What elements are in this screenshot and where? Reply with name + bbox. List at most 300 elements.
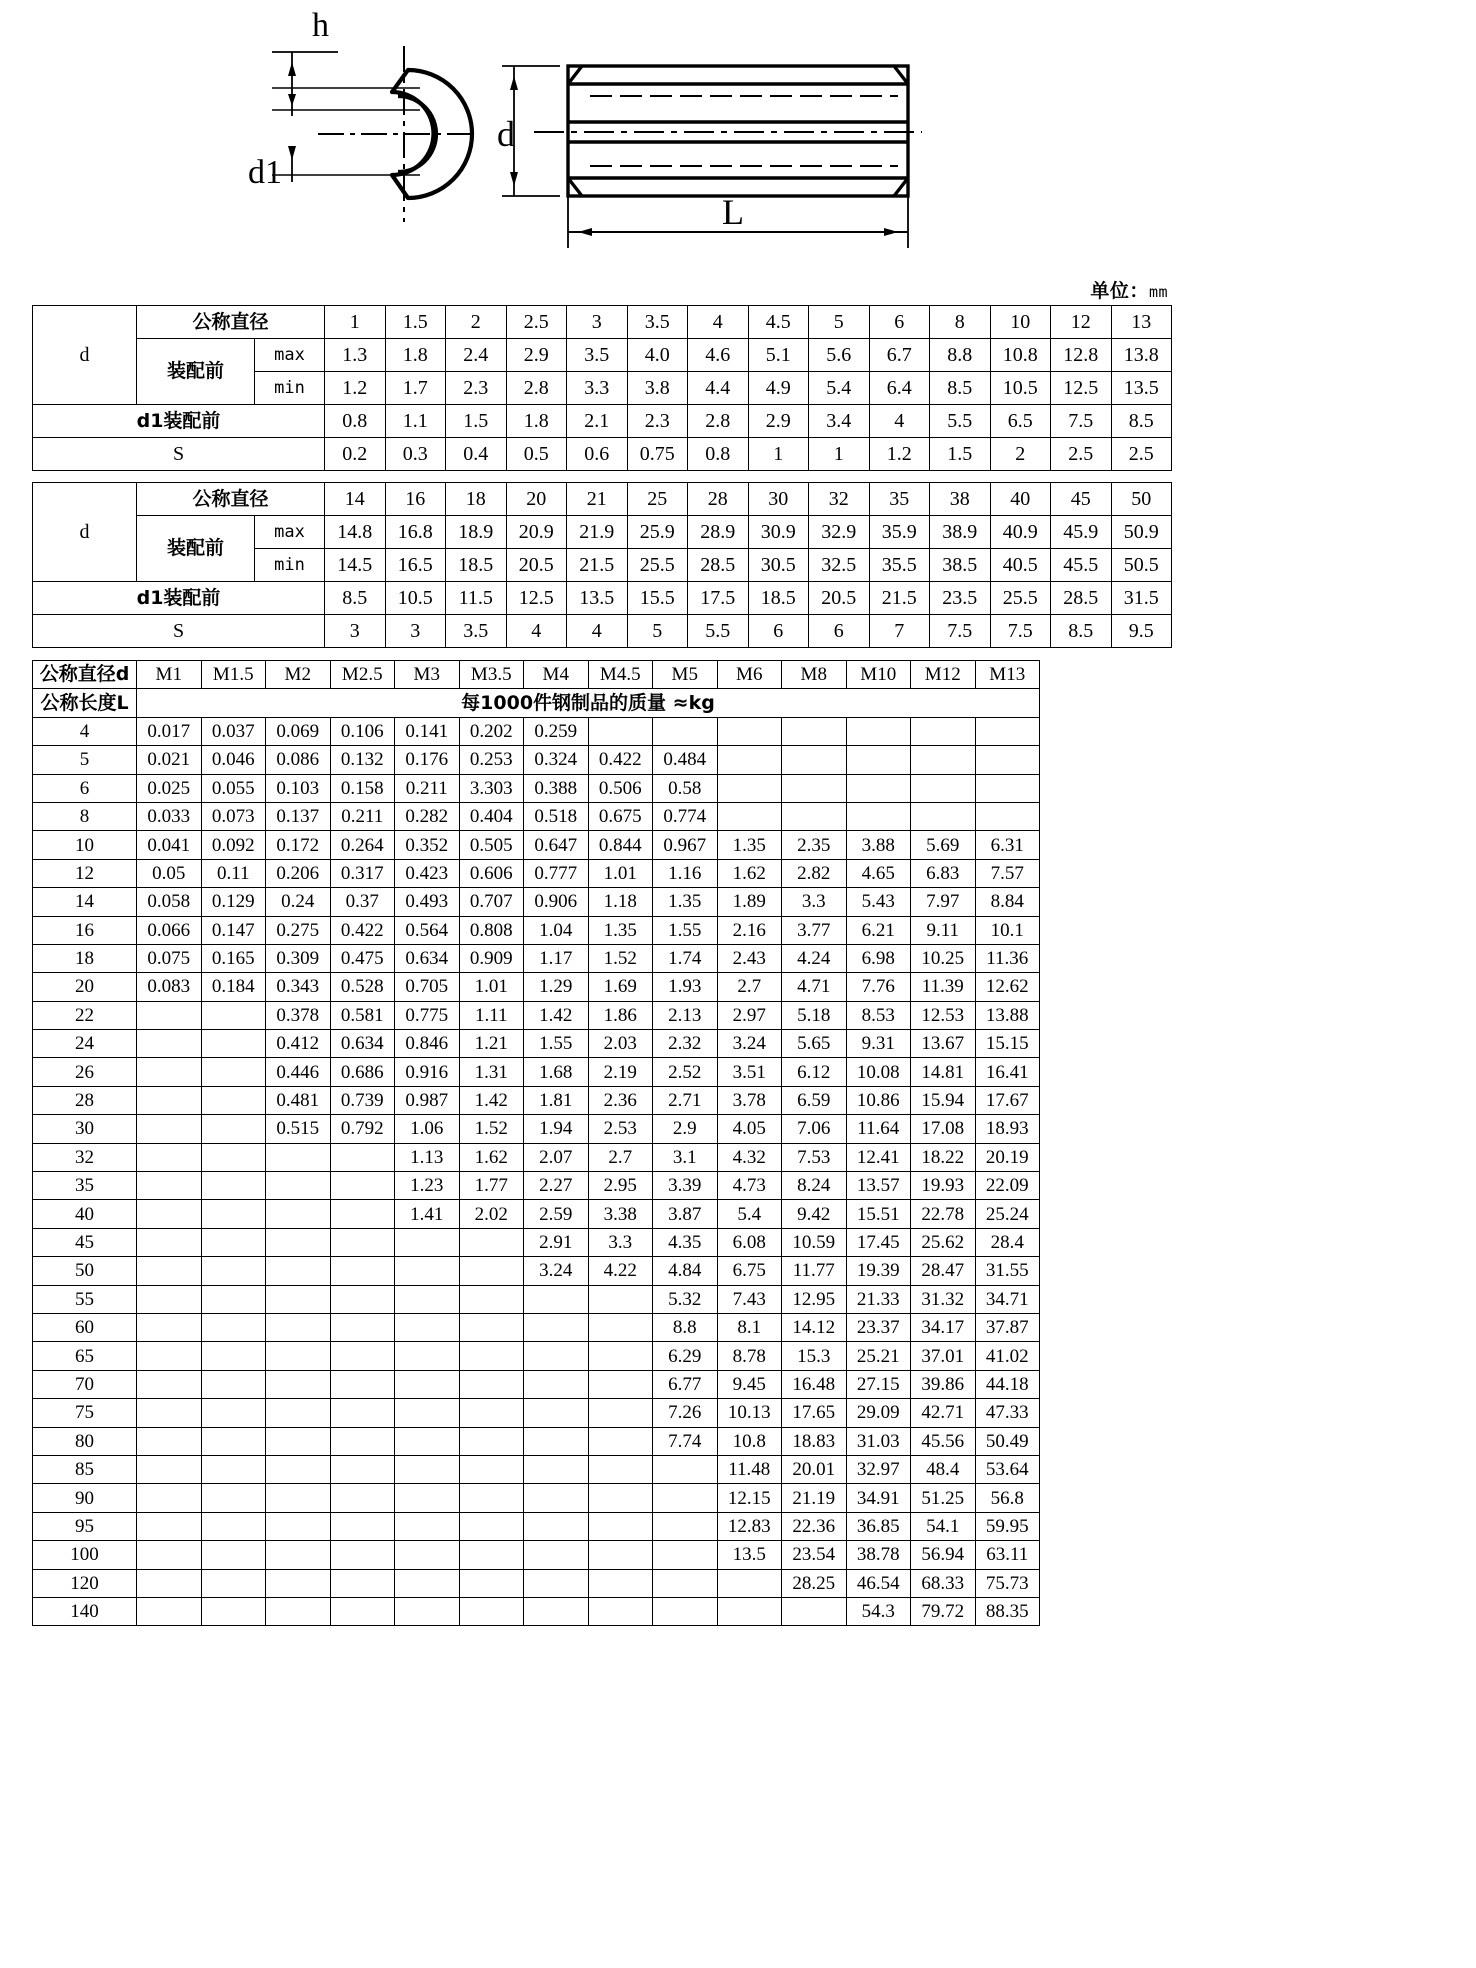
row-header-length: 55: [33, 1285, 137, 1313]
cell: 0.484: [653, 746, 718, 774]
cell: [459, 1313, 524, 1341]
cell: [717, 774, 782, 802]
cell: 10.8: [717, 1427, 782, 1455]
cell: 1.29: [524, 973, 589, 1001]
row-header-length: 90: [33, 1484, 137, 1512]
row-header-length: 60: [33, 1313, 137, 1341]
cell: 0.506: [588, 774, 653, 802]
row-header-length: 14: [33, 888, 137, 916]
cell: 28.5: [688, 549, 749, 582]
cell: [524, 1455, 589, 1483]
row-header-length: 5: [33, 746, 137, 774]
cell: 0.564: [395, 916, 460, 944]
cell: 42.71: [911, 1399, 976, 1427]
mass-corner-top: 公称直径d: [33, 661, 137, 689]
cell: 12: [1051, 306, 1112, 339]
cell: 1.8: [506, 405, 567, 438]
table-row: [33, 1313, 1040, 1341]
cell: 36.85: [846, 1512, 911, 1540]
cell: 4.05: [717, 1115, 782, 1143]
row-header-length: 120: [33, 1569, 137, 1597]
cell: 12.5: [506, 582, 567, 615]
cell: 45.5: [1051, 549, 1112, 582]
table-row: [33, 973, 1040, 1001]
cell: 5: [809, 306, 870, 339]
cell: 50.5: [1111, 549, 1172, 582]
cell: 0.686: [330, 1058, 395, 1086]
cell: 6.4: [869, 372, 930, 405]
cell: 1.52: [588, 944, 653, 972]
cell: 1.5: [446, 405, 507, 438]
cell: 1.86: [588, 1001, 653, 1029]
row-label-d1: d1装配前: [33, 582, 325, 615]
cell: 0.037: [201, 717, 266, 745]
cell: [717, 1569, 782, 1597]
cell: [330, 1200, 395, 1228]
cell: [459, 1370, 524, 1398]
cell: 25.24: [975, 1200, 1040, 1228]
cell: 7.74: [653, 1427, 718, 1455]
cell: 2.52: [653, 1058, 718, 1086]
cell: [524, 1541, 589, 1569]
cell: 1.62: [717, 859, 782, 887]
row-header-length: 10: [33, 831, 137, 859]
cell: 45.56: [911, 1427, 976, 1455]
cell: 31.5: [1111, 582, 1172, 615]
cell: 28.47: [911, 1257, 976, 1285]
cell: 2.4: [446, 339, 507, 372]
cell: [975, 746, 1040, 774]
cell: 30.9: [748, 516, 809, 549]
cell: [266, 1370, 331, 1398]
cell: 21.9: [567, 516, 628, 549]
cell: 0.103: [266, 774, 331, 802]
cell: 6.12: [782, 1058, 847, 1086]
table-row: [33, 405, 1172, 438]
cell: [588, 1455, 653, 1483]
cell: 34.17: [911, 1313, 976, 1341]
cell: 0.423: [395, 859, 460, 887]
cell: 4: [567, 615, 628, 648]
cell: 50.49: [975, 1427, 1040, 1455]
table-row: [33, 1257, 1040, 1285]
cell: 2.8: [506, 372, 567, 405]
cell: 18.9: [446, 516, 507, 549]
cell: 48.4: [911, 1455, 976, 1483]
cell: 0.493: [395, 888, 460, 916]
cell: 1.35: [588, 916, 653, 944]
cell: [137, 1115, 202, 1143]
cell: [330, 1512, 395, 1540]
cell: 2.36: [588, 1086, 653, 1114]
cell: 0.352: [395, 831, 460, 859]
cell: 2.16: [717, 916, 782, 944]
cell: 0.129: [201, 888, 266, 916]
cell: 0.264: [330, 831, 395, 859]
cell: 40: [990, 483, 1051, 516]
cell: 6.75: [717, 1257, 782, 1285]
cell: 32.97: [846, 1455, 911, 1483]
cell: [782, 717, 847, 745]
cell: 3: [567, 306, 628, 339]
cell: 34.71: [975, 1285, 1040, 1313]
cell: 0.069: [266, 717, 331, 745]
cell: [137, 1541, 202, 1569]
cell: 2.9: [653, 1115, 718, 1143]
cell: [653, 1484, 718, 1512]
cell: [266, 1200, 331, 1228]
mass-corner-bottom: 公称长度L: [33, 689, 137, 717]
cell: 88.35: [975, 1597, 1040, 1625]
cell: 3.3: [782, 888, 847, 916]
table-row: [33, 1001, 1040, 1029]
cell: [201, 1030, 266, 1058]
cell: [137, 1597, 202, 1625]
cell: 0.137: [266, 802, 331, 830]
cell: 0.606: [459, 859, 524, 887]
cell: 9.45: [717, 1370, 782, 1398]
cell: 0.055: [201, 774, 266, 802]
cell: 14.12: [782, 1313, 847, 1341]
cell: 3.5: [567, 339, 628, 372]
column-header: M1: [137, 661, 202, 689]
cell: [201, 1342, 266, 1370]
table-row: [33, 1172, 1040, 1200]
unit-value: mm: [1148, 283, 1168, 301]
cell: 0.777: [524, 859, 589, 887]
cell: [395, 1399, 460, 1427]
cell: 28.25: [782, 1569, 847, 1597]
cell: 22.36: [782, 1512, 847, 1540]
cell: [201, 1455, 266, 1483]
cell: [330, 1313, 395, 1341]
cell: [201, 1001, 266, 1029]
cell: [459, 1541, 524, 1569]
cell: 0.165: [201, 944, 266, 972]
cell: 5.4: [809, 372, 870, 405]
cell: [266, 1455, 331, 1483]
table-row: [33, 483, 1172, 516]
cell: 2.03: [588, 1030, 653, 1058]
cell: 3.51: [717, 1058, 782, 1086]
cell: 0.106: [330, 717, 395, 745]
cell: 11.5: [446, 582, 507, 615]
cell: 3.5: [446, 615, 507, 648]
cell: 0.4: [446, 438, 507, 471]
cell: 4.6: [688, 339, 749, 372]
cell: 6.98: [846, 944, 911, 972]
cell: 18.5: [446, 549, 507, 582]
cell: [395, 1569, 460, 1597]
cell: [137, 1512, 202, 1540]
row-label-min: min: [255, 372, 325, 405]
cell: 0.343: [266, 973, 331, 1001]
cell: 15.5: [627, 582, 688, 615]
cell: 8.5: [1051, 615, 1112, 648]
cell: 0.987: [395, 1086, 460, 1114]
cell: 35: [869, 483, 930, 516]
cell: 31.32: [911, 1285, 976, 1313]
table-header-row: [33, 689, 1040, 717]
cell: 0.211: [395, 774, 460, 802]
row-header-length: 95: [33, 1512, 137, 1540]
cell: [653, 717, 718, 745]
cell: 0.412: [266, 1030, 331, 1058]
cell: [137, 1200, 202, 1228]
cell: 20.9: [506, 516, 567, 549]
table-row: [33, 916, 1040, 944]
cell: 1.41: [395, 1200, 460, 1228]
cell: 0.388: [524, 774, 589, 802]
cell: 11.48: [717, 1455, 782, 1483]
cell: 2: [990, 438, 1051, 471]
cell: 15.51: [846, 1200, 911, 1228]
cell: 10.1: [975, 916, 1040, 944]
cell: 2.43: [717, 944, 782, 972]
cell: 1.17: [524, 944, 589, 972]
cell: 1.94: [524, 1115, 589, 1143]
cell: 1: [325, 306, 386, 339]
cell: 3: [325, 615, 386, 648]
cell: 6.31: [975, 831, 1040, 859]
cell: 2.71: [653, 1086, 718, 1114]
cell: [588, 1342, 653, 1370]
cell: 2.3: [446, 372, 507, 405]
table-row: [33, 774, 1040, 802]
cell: 5.65: [782, 1030, 847, 1058]
unit-label: 单位：: [1090, 280, 1149, 302]
cell: 31.03: [846, 1427, 911, 1455]
cell: 21.19: [782, 1484, 847, 1512]
cell: 0.58: [653, 774, 718, 802]
cell: 27.15: [846, 1370, 911, 1398]
cell: [330, 1399, 395, 1427]
cell: 0.324: [524, 746, 589, 774]
cell: 38.5: [930, 549, 991, 582]
cell: [846, 746, 911, 774]
cell: [137, 1257, 202, 1285]
cell: 8: [930, 306, 991, 339]
cell: 0.132: [330, 746, 395, 774]
cell: 8.24: [782, 1172, 847, 1200]
cell: 0.172: [266, 831, 331, 859]
cell: [330, 1484, 395, 1512]
cell: 4.84: [653, 1257, 718, 1285]
cell: 7.5: [990, 615, 1051, 648]
cell: [395, 1427, 460, 1455]
cell: 0.774: [653, 802, 718, 830]
cell: 3.24: [524, 1257, 589, 1285]
table-row: [33, 802, 1040, 830]
cell: 0.404: [459, 802, 524, 830]
cell: 7.76: [846, 973, 911, 1001]
cell: 0.253: [459, 746, 524, 774]
cell: 23.54: [782, 1541, 847, 1569]
cell: 2.91: [524, 1228, 589, 1256]
cell: 0.275: [266, 916, 331, 944]
cell: 5.5: [688, 615, 749, 648]
cell: 21: [567, 483, 628, 516]
cell: 1.35: [653, 888, 718, 916]
cell: [717, 717, 782, 745]
table-row: [33, 438, 1172, 471]
cell: [588, 1597, 653, 1625]
cell: 0.916: [395, 1058, 460, 1086]
row-header-length: 85: [33, 1455, 137, 1483]
cell: 21.5: [567, 549, 628, 582]
table-row: [33, 516, 1172, 549]
cell: 1.13: [395, 1143, 460, 1171]
cell: 0.792: [330, 1115, 395, 1143]
cell: 2.35: [782, 831, 847, 859]
cell: 0.581: [330, 1001, 395, 1029]
cell: [137, 1086, 202, 1114]
cell: [588, 1313, 653, 1341]
cell: 0.282: [395, 802, 460, 830]
cell: 50: [1111, 483, 1172, 516]
cell: 2.82: [782, 859, 847, 887]
cell: [846, 774, 911, 802]
cell: [201, 1370, 266, 1398]
cell: 2: [446, 306, 507, 339]
cell: [266, 1427, 331, 1455]
cell: 12.8: [1051, 339, 1112, 372]
cell: 0.844: [588, 831, 653, 859]
cell: 4.24: [782, 944, 847, 972]
cell: 1.21: [459, 1030, 524, 1058]
cell: 10.13: [717, 1399, 782, 1427]
cell: [201, 1569, 266, 1597]
cell: [524, 1597, 589, 1625]
cell: [137, 1569, 202, 1597]
cell: 56.94: [911, 1541, 976, 1569]
cell: 10.59: [782, 1228, 847, 1256]
cell: [782, 774, 847, 802]
cell: 1.01: [459, 973, 524, 1001]
table-row: [33, 1285, 1040, 1313]
cell: 0.041: [137, 831, 202, 859]
cell: 2.5: [1051, 438, 1112, 471]
cell: [653, 1455, 718, 1483]
cell: [137, 1058, 202, 1086]
cell: 5.18: [782, 1001, 847, 1029]
cell: 3.38: [588, 1200, 653, 1228]
cell: 6.7: [869, 339, 930, 372]
cell: [524, 1313, 589, 1341]
column-header: M2.5: [330, 661, 395, 689]
cell: [137, 1001, 202, 1029]
cell: 11.39: [911, 973, 976, 1001]
cell: [201, 1512, 266, 1540]
cell: 8.8: [653, 1313, 718, 1341]
cell: [137, 1228, 202, 1256]
cell: 4.0: [627, 339, 688, 372]
cell: 0.906: [524, 888, 589, 916]
cell: 37.01: [911, 1342, 976, 1370]
cell: 0.309: [266, 944, 331, 972]
cell: 23.5: [930, 582, 991, 615]
cell: 28: [688, 483, 749, 516]
cell: [330, 1569, 395, 1597]
row-header-length: 4: [33, 717, 137, 745]
cell: 0.528: [330, 973, 395, 1001]
cell: 30: [748, 483, 809, 516]
cell: [846, 717, 911, 745]
cell: 7.43: [717, 1285, 782, 1313]
cell: 8.53: [846, 1001, 911, 1029]
cell: 5.6: [809, 339, 870, 372]
column-header: M13: [975, 661, 1040, 689]
cell: 2.5: [1111, 438, 1172, 471]
cell: 10.25: [911, 944, 976, 972]
cell: 35.9: [869, 516, 930, 549]
cell: 17.67: [975, 1086, 1040, 1114]
cell: [137, 1455, 202, 1483]
cell: 6.59: [782, 1086, 847, 1114]
row-label-nominal: 公称直径: [137, 306, 325, 339]
cell: [330, 1455, 395, 1483]
cell: [653, 1541, 718, 1569]
cell: 0.446: [266, 1058, 331, 1086]
cell: 8.5: [1111, 405, 1172, 438]
cell: [459, 1228, 524, 1256]
cell: [330, 1285, 395, 1313]
cell: 1.81: [524, 1086, 589, 1114]
cell: [137, 1030, 202, 1058]
cell: 40.5: [990, 549, 1051, 582]
cell: 15.3: [782, 1342, 847, 1370]
cell: 0.158: [330, 774, 395, 802]
row-header-length: 22: [33, 1001, 137, 1029]
row-header-length: 28: [33, 1086, 137, 1114]
cell: 12.41: [846, 1143, 911, 1171]
cell: 7.97: [911, 888, 976, 916]
cell: [911, 774, 976, 802]
cell: 12.62: [975, 973, 1040, 1001]
cell: 44.18: [975, 1370, 1040, 1398]
cell: 0.967: [653, 831, 718, 859]
cell: 0.909: [459, 944, 524, 972]
cell: 1: [748, 438, 809, 471]
cell: [201, 1228, 266, 1256]
cell: [330, 1342, 395, 1370]
cell: 0.8: [325, 405, 386, 438]
cell: [524, 1484, 589, 1512]
row-header-length: 12: [33, 859, 137, 887]
cell: 31.55: [975, 1257, 1040, 1285]
cell: 0.518: [524, 802, 589, 830]
cell: 1.69: [588, 973, 653, 1001]
cell: 7.53: [782, 1143, 847, 1171]
row-header-length: 20: [33, 973, 137, 1001]
cell: [137, 1427, 202, 1455]
cell: [266, 1228, 331, 1256]
cell: 0.808: [459, 916, 524, 944]
cell: 2.02: [459, 1200, 524, 1228]
cell: [266, 1285, 331, 1313]
table-row: [33, 1569, 1040, 1597]
cell: 2.07: [524, 1143, 589, 1171]
cell: 2.27: [524, 1172, 589, 1200]
row-label-d: d: [33, 306, 137, 405]
cell: [588, 1569, 653, 1597]
cell: 6: [869, 306, 930, 339]
cell: 3.39: [653, 1172, 718, 1200]
cell: 6.77: [653, 1370, 718, 1398]
cell: [975, 717, 1040, 745]
cell: 18.22: [911, 1143, 976, 1171]
cell: 14: [325, 483, 386, 516]
